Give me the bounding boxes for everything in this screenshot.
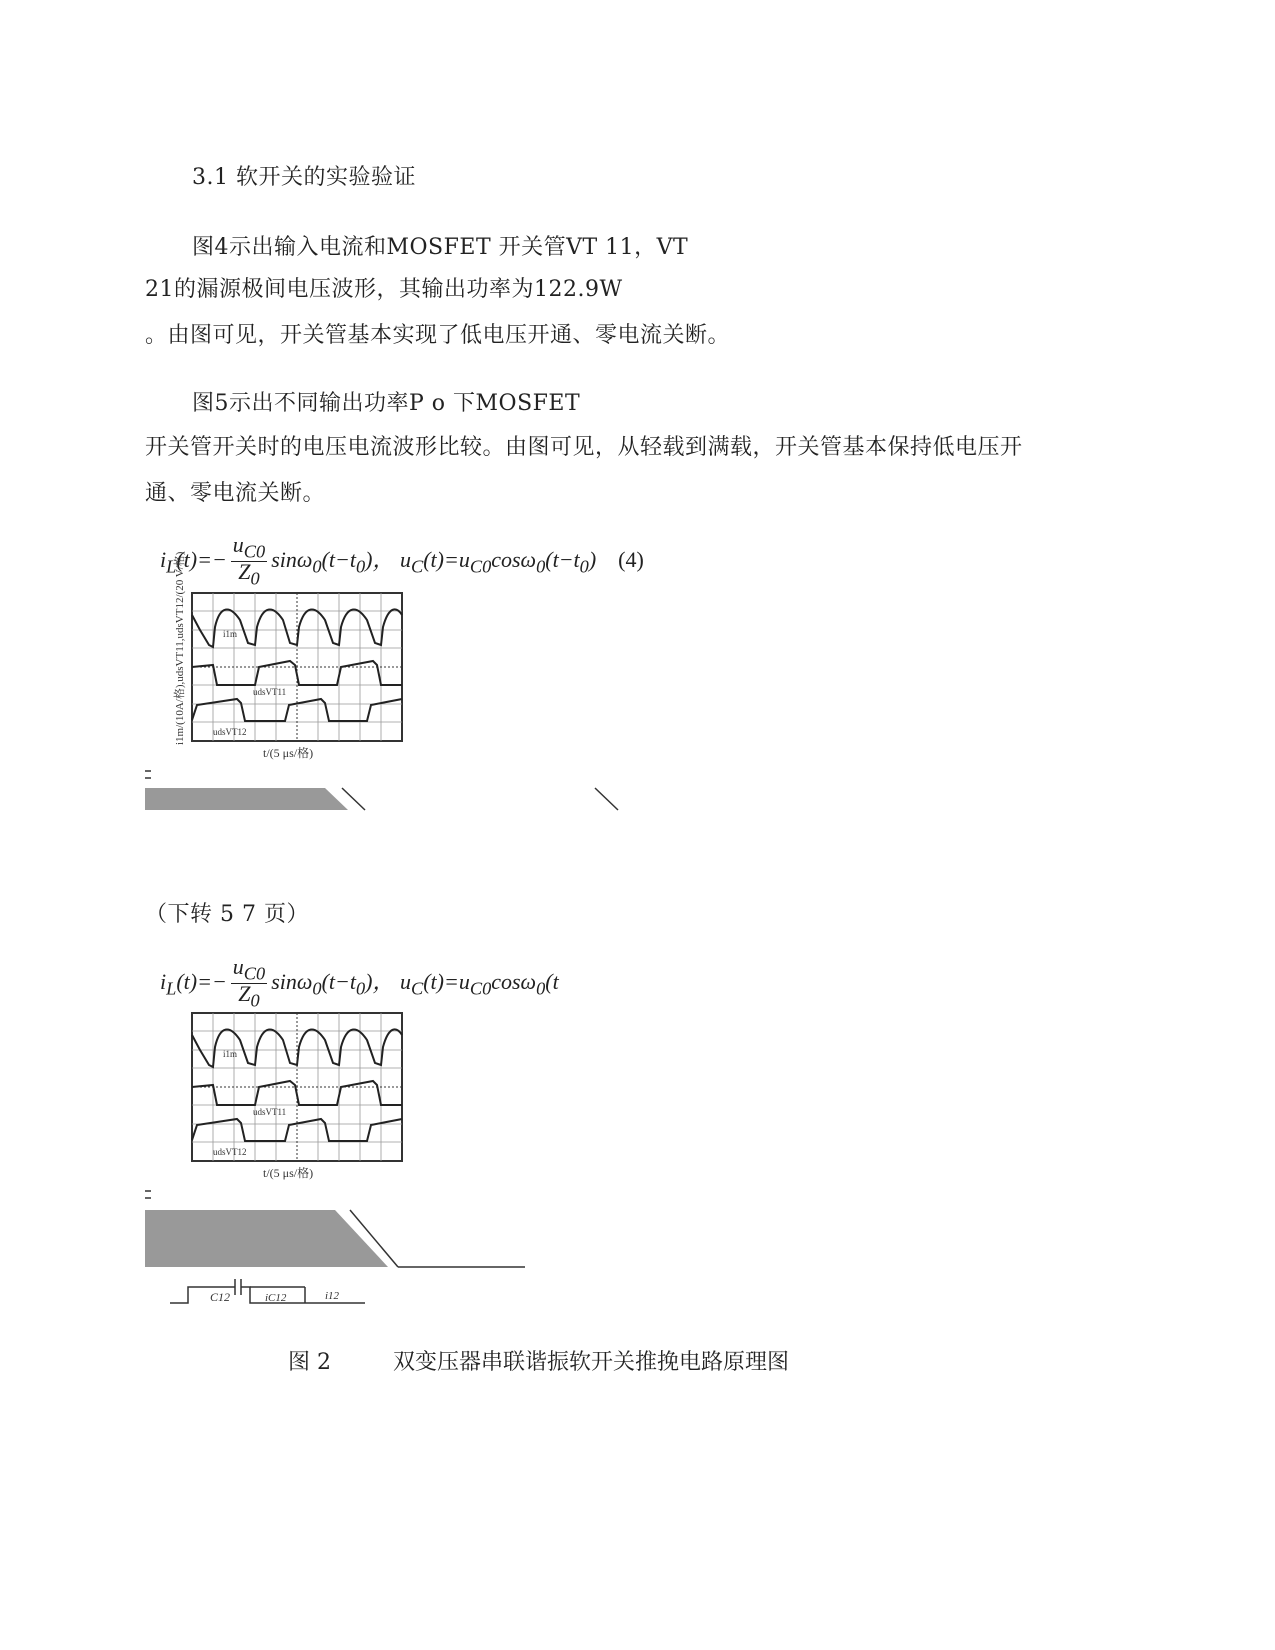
trace-label-udsvt12-2: udsVT12	[213, 1147, 247, 1157]
figure-2	[150, 954, 559, 1315]
circuit-label-i12: i12	[325, 1290, 340, 1302]
equation-4-repeat: $i_L(t)=-$ $\frac{u_{C0}}{Z_0}$ $\sin\omega_0(t-t_0)$， $u_C(t)=u_{C0}\cos\omega_0(t$	[160, 954, 559, 1011]
equation-number: (4)	[618, 546, 644, 572]
paragraph-1-line-2: 21的漏源极间电压波形，其输出功率为122.9W	[145, 277, 623, 302]
ylabel: i1m/(10A/格),udsVT11,udsVT12/(20 V/格)	[174, 551, 186, 745]
caption-label: 图 2	[288, 1350, 331, 1375]
trace-label-udsvt11-2: udsVT11	[253, 1107, 287, 1117]
paragraph-2-line-2: 开关管开关时的电压电流波形比较。由图可见，从轻载到满载，开关管基本保持低电压开	[145, 435, 1023, 460]
figure-caption	[288, 1345, 789, 1376]
trace-label-i1m-2: i1m	[223, 1049, 238, 1059]
xlabel: t/(5 μs/格)	[263, 746, 314, 760]
continue-note: （下转 5 7 页）	[145, 902, 309, 927]
trace-label-udsvt12: udsVT12	[213, 727, 247, 737]
section-title: 3.1 软开关的实验验证	[192, 165, 416, 190]
equation-4: $i_L(t)=-$ $\frac{u_{C0}}{Z_0}$ $\sin\omega_0(t-t_0)$， $u_C(t)=u_{C0}\cos\omega_0(t-t_0)$ (4)	[160, 532, 644, 589]
paragraph-1-line-3: 。由图可见，开关管基本实现了低电压开通、零电流关断。	[145, 323, 731, 348]
trace-label-udsvt11: udsVT11	[253, 687, 287, 697]
caption-text: 双变压器串联谐振软开关推挽电路原理图	[393, 1350, 790, 1375]
paragraph-1-line-1: 图4示出输入电流和MOSFET 开关管VT 11，VT	[192, 235, 689, 260]
paragraph-2-line-3: 通、零电流关断。	[145, 481, 326, 506]
oscilloscope-figure-2	[145, 1005, 525, 1315]
circuit-label-c12: C12	[210, 1290, 231, 1304]
circuit-label-ic12: iC12	[265, 1292, 287, 1304]
paragraph-2-line-1: 图5示出不同输出功率P o 下MOSFET	[192, 391, 581, 416]
xlabel-2: t/(5 μs/格)	[263, 1166, 314, 1180]
trace-label-i1m: i1m	[223, 629, 238, 639]
